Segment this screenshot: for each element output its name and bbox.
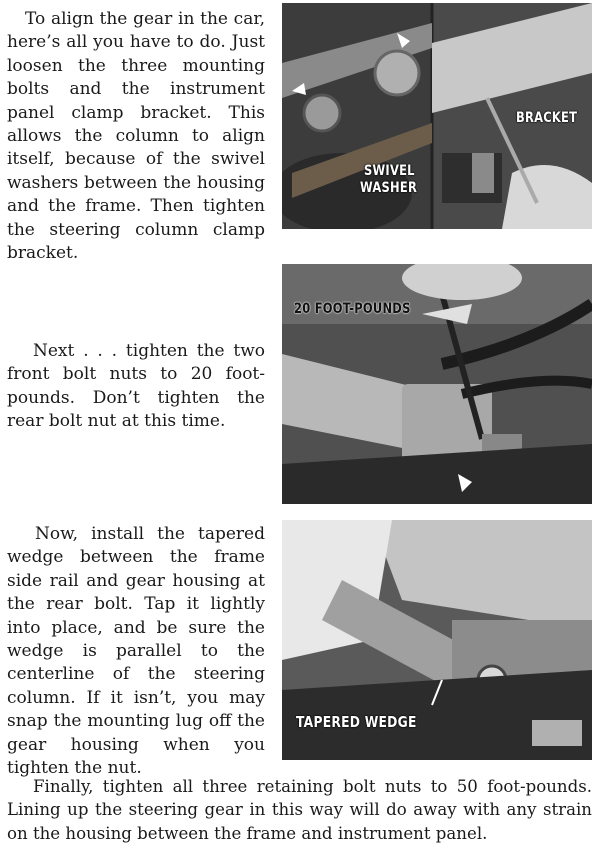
label-20-foot-pounds: 20 FOOT-POUNDS	[294, 301, 411, 317]
label-swivel-washer-line1: SWIVEL	[364, 163, 415, 179]
paragraph-tighten-front-bolts: Next . . . tighten the two front bolt nuts to 20 foot-pounds. Don’t tighten the rear bolt nut at this time.	[7, 341, 265, 432]
photo-torque-wrench	[282, 264, 592, 504]
photo-tapered-wedge	[282, 520, 592, 760]
label-swivel-washer-line2: WASHER	[360, 180, 418, 196]
paragraph-final-tighten: Finally, tighten all three retaining bolt nuts to 50 foot-pounds. Lining up the steering gear in this way will do away with any strain on the housing between the frame and instrument panel.	[7, 777, 592, 843]
paragraph-install-wedge: Now, install the tapered wedge between the frame side rail and gear housing at the rear bolt. Tap it lightly into place, and be sure the wedge is parallel to the centerline of the steering column. If it isn’t, you may snap the mounting lug off the gear housing when you tighten the nut.	[7, 524, 265, 779]
paragraph-align-gear: To align the gear in the car, here’s all you have to do. Just loosen the three mounting bolts and the instrument panel clamp bracket. This allows the column to align itself, because of the swivel washers between the housing and the frame. Then tighten the steering column clamp bracket.	[7, 9, 265, 264]
photo-torque-wrench-image	[282, 264, 592, 504]
label-tapered-wedge: TAPERED WEDGE	[296, 713, 417, 731]
label-bracket: BRACKET	[516, 110, 578, 126]
photo-column-alignment	[282, 3, 592, 229]
